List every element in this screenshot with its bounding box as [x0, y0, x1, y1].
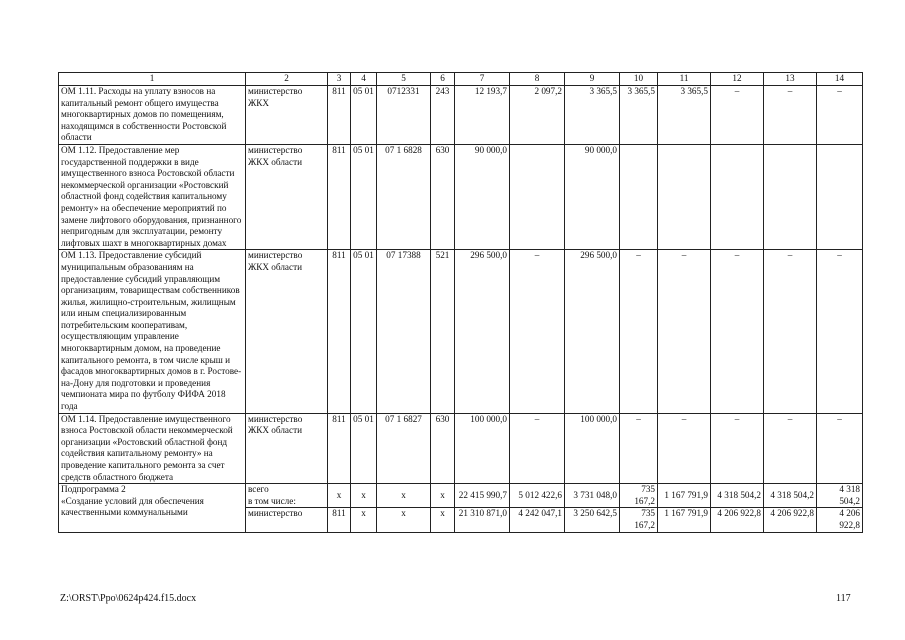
measure-name-cell: ОМ 1.11. Расходы на уплату взносов на капитальный ремонт общего имущества многоквартирных домов по помещениям, находящимся в собственности Ростовской области: [59, 86, 246, 145]
rzpr-cell: 05 01: [351, 250, 377, 413]
amount-cell: –: [764, 86, 817, 145]
amount-cell: –: [620, 250, 658, 413]
table-row: [59, 413, 863, 484]
executor-cell: министерство ЖКХ области: [246, 250, 328, 413]
amount-cell: 3 365,5: [565, 86, 620, 145]
header-cell: 3: [328, 73, 351, 86]
rzpr-cell: 05 01: [351, 413, 377, 484]
amount-cell: 3 365,5: [658, 86, 711, 145]
amount-cell: 4 242 047,1: [510, 508, 565, 532]
table-row: [59, 144, 863, 249]
executor-total-label: всего: [248, 484, 269, 495]
grbs-cell: 811: [328, 86, 351, 145]
amount-cell: [764, 144, 817, 249]
amount-cell: –: [817, 413, 863, 484]
header-cell: 6: [431, 73, 455, 86]
file-path: Z:\ORST\Ppo\0624p424.f15.docx: [60, 593, 197, 604]
executor-cell: министерство ЖКХ: [246, 86, 328, 145]
grbs-cell: 811: [328, 250, 351, 413]
amount-cell: 735 167,2: [620, 508, 658, 532]
measure-name-cell: ОМ 1.14. Предоставление имущественного взноса Ростовской области некоммерческой организации «Ростовский областной фонд содействия капитальному ремонту» на проведение капитального ремонта за счет средств областного бюджета: [59, 413, 246, 484]
amount-cell: 296 500,0: [565, 250, 620, 413]
csr-cell: 07 1 6827: [377, 413, 431, 484]
amount-cell: [817, 144, 863, 249]
header-cell: 14: [817, 73, 863, 86]
amount-cell: –: [711, 86, 764, 145]
amount-cell: 5 012 422,6: [510, 484, 565, 508]
amount-cell: 12 193,7: [455, 86, 510, 145]
amount-cell: –: [764, 250, 817, 413]
amount-cell: –: [817, 250, 863, 413]
header-cell: 12: [711, 73, 764, 86]
grbs-cell: х: [328, 484, 351, 508]
subprogram-total-row: [59, 484, 863, 508]
header-cell: 9: [565, 73, 620, 86]
executor-cell: министерство: [246, 508, 328, 532]
amount-cell: –: [510, 413, 565, 484]
amount-cell: 21 310 871,0: [455, 508, 510, 532]
grbs-cell: 811: [328, 413, 351, 484]
table-row: [59, 86, 863, 145]
amount-cell: 3 365,5: [620, 86, 658, 145]
amount-cell: –: [764, 413, 817, 484]
amount-cell: 735 167,2: [620, 484, 658, 508]
grbs-cell: 811: [328, 508, 351, 532]
amount-cell: 4 318 504,2: [711, 484, 764, 508]
header-cell: 4: [351, 73, 377, 86]
amount-cell: –: [620, 413, 658, 484]
executor-including-label: в том числе:: [248, 495, 296, 506]
page-number: 117: [836, 593, 851, 604]
subprogram-title-line: «Создание условий для обеспечения: [61, 495, 204, 506]
header-cell: 7: [455, 73, 510, 86]
executor-cell: министерство ЖКХ области: [246, 413, 328, 484]
amount-cell: 4 206 922,8: [711, 508, 764, 532]
amount-cell: 90 000,0: [565, 144, 620, 249]
vr-cell: 630: [431, 413, 455, 484]
csr-cell: 0712331: [377, 86, 431, 145]
csr-cell: 07 17388: [377, 250, 431, 413]
amount-cell: 4 318 504,2: [817, 484, 863, 508]
header-cell: 5: [377, 73, 431, 86]
header-cell: 13: [764, 73, 817, 86]
measure-name-cell: ОМ 1.12. Предоставление мер государственной поддержки в виде имущественного взноса Ростовской области некоммерческой организации «Ростовский областной фонд содействия капитальному ремонту» на обеспечение мероприятий по замене лифтового оборудования, признанного непригодным для эксплуатации, ремонту лифтовых шахт в многоквартирных домах: [59, 144, 246, 249]
grbs-cell: 811: [328, 144, 351, 249]
amount-cell: [510, 144, 565, 249]
budget-table: [58, 72, 863, 533]
rzpr-cell: х: [351, 508, 377, 532]
measure-name-cell: ОМ 1.13. Предоставление субсидий муниципальным образованиям на предоставление субсидий управляющим организациям, товариществам собственников жилья, жилищно-строительным, жилищным или иным специализированным потребительским кооперативам, осуществляющим управление многоквартирным домом, на проведение капитального ремонта, в том числе крыш и фасадов многоквартирных домов в г. Ростове-на-Дону для подготовки и проведения чемпионата мира по футболу ФИФА 2018 года: [59, 250, 246, 413]
amount-cell: 22 415 990,7: [455, 484, 510, 508]
amount-cell: 3 731 048,0: [565, 484, 620, 508]
column-number-row: [59, 73, 863, 86]
amount-cell: [711, 144, 764, 249]
subprogram-name-cell: [59, 484, 246, 532]
amount-cell: 1 167 791,9: [658, 484, 711, 508]
amount-cell: 4 318 504,2: [764, 484, 817, 508]
header-cell: 8: [510, 73, 565, 86]
amount-cell: [620, 144, 658, 249]
vr-cell: х: [431, 508, 455, 532]
table-row: [59, 250, 863, 413]
amount-cell: –: [711, 413, 764, 484]
rzpr-cell: х: [351, 484, 377, 508]
amount-cell: 296 500,0: [455, 250, 510, 413]
csr-cell: х: [377, 484, 431, 508]
amount-cell: –: [658, 250, 711, 413]
amount-cell: –: [817, 86, 863, 145]
vr-cell: 243: [431, 86, 455, 145]
amount-cell: 2 097,2: [510, 86, 565, 145]
executor-cell: [246, 484, 328, 508]
header-cell: 1: [59, 73, 246, 86]
subprogram-title-line: качественными коммунальными: [61, 507, 188, 518]
vr-cell: 521: [431, 250, 455, 413]
vr-cell: х: [431, 484, 455, 508]
amount-cell: [658, 144, 711, 249]
amount-cell: 100 000,0: [455, 413, 510, 484]
amount-cell: –: [510, 250, 565, 413]
amount-cell: 1 167 791,9: [658, 508, 711, 532]
subprogram-title: Подпрограмма 2: [61, 484, 126, 495]
header-cell: 11: [658, 73, 711, 86]
amount-cell: 4 206 922,8: [817, 508, 863, 532]
executor-cell: министерство ЖКХ области: [246, 144, 328, 249]
amount-cell: 4 206 922,8: [764, 508, 817, 532]
rzpr-cell: 05 01: [351, 86, 377, 145]
amount-cell: –: [711, 250, 764, 413]
header-cell: 10: [620, 73, 658, 86]
amount-cell: 90 000,0: [455, 144, 510, 249]
rzpr-cell: 05 01: [351, 144, 377, 249]
amount-cell: 3 250 642,5: [565, 508, 620, 532]
amount-cell: –: [658, 413, 711, 484]
csr-cell: 07 1 6828: [377, 144, 431, 249]
amount-cell: 100 000,0: [565, 413, 620, 484]
vr-cell: 630: [431, 144, 455, 249]
csr-cell: х: [377, 508, 431, 532]
header-cell: 2: [246, 73, 328, 86]
